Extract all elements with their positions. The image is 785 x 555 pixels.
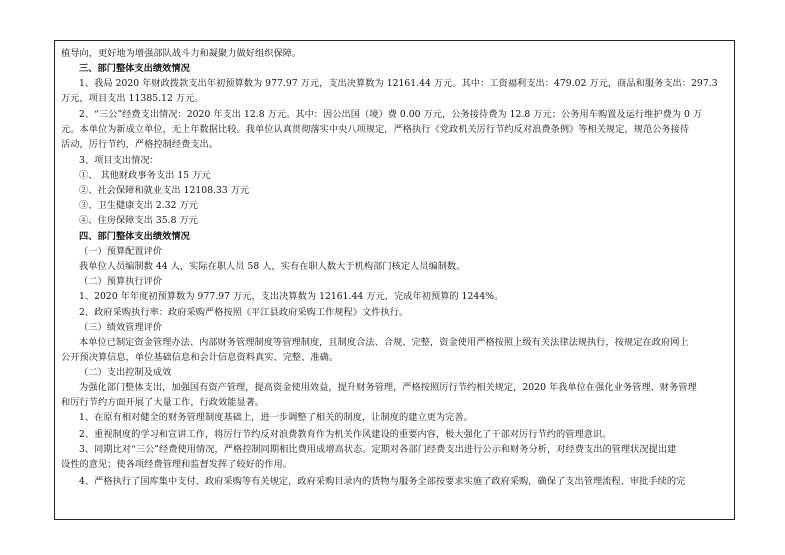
text-line: 万元，项目支出 11385.12 万元。 [61, 93, 204, 104]
text-line: 植导向，更好地为增强部队战斗力和凝聚力做好组织保障。 [61, 48, 302, 59]
text-line: 1、2020 年年度初预算数为 977.97 万元，支出决算数为 12161.44 万元，完成年初预算的 1244%。 [79, 291, 504, 302]
text-line: 2、政府采购执行率：政府采购严格按照《平江县政府采购工作规程》文件执行。 [79, 307, 409, 318]
text-line: 设性的意见；使各项经费管理和监督发挥了较好的作用。 [61, 459, 292, 470]
text-line: 3、项目支出情况： [79, 155, 159, 166]
text-line: 2、重视制度的学习和宣讲工作，将厉行节约反对浪费教育作为机关作风建设的重要内容，极大强化了干部对厉行节约的管理意识。 [79, 429, 612, 440]
section-heading: 四、部门整体支出绩效情况 [79, 231, 190, 242]
text-line: （二）支出控制及成效 [79, 367, 172, 378]
section-heading: 三、部门整体支出绩效情况 [79, 63, 190, 74]
text-line: 4、严格执行了国库集中支付、政府采购等有关规定，政府采购目录内的货物与服务全部按要求实施了政府采购，确保了支出管理流程、审批手续的完 [79, 476, 686, 487]
text-line: 1、我局 2020 年财政拨款支出年初预算数为 977.97 万元，支出决算数为 12161.44 万元。其中：工资福利支出：479.02 万元，商品和服务支出：297.3 [79, 78, 718, 89]
text-line: 本单位已制定资金管理办法、内部财务管理制度等管理制度，且制度合法、合规、完整，资金使用严格按照上级有关法律法规执行，按规定在政府网上 [79, 337, 689, 348]
text-line: （二）预算执行评价 [79, 276, 163, 287]
text-line: 和厉行节约方面开展了大量工作，行政效能显著。 [61, 397, 265, 408]
text-line: 2、“三公”经费支出情况：2020 年支出 12.8 万元。其中：因公出国（境）费 0.00 万元，公务接待费为 12.8 万元；公务用车购置及运行维护费为 0 万 [79, 109, 703, 120]
text-line: ①、 其他财政事务支出 15 万元 [79, 170, 211, 181]
text-line: （三）绩效管理评价 [79, 322, 163, 333]
document-table-cell [54, 40, 735, 520]
text-line: （一）预算配置评价 [79, 246, 163, 257]
text-line: 1、在原有相对健全的财务管理制度基础上，进一步调整了相关的制度，让制度的建立更为完善。 [79, 412, 473, 423]
text-line: 我单位人员编制数 44 人，实际在职人员 58 人，实有在职人数大于机构部门核定人员编制数。 [79, 261, 466, 272]
text-line: 公开预决算信息，单位基础信息和会计信息资料真实、完整、准确。 [61, 352, 339, 363]
text-line: 3、同期比对“三公”经费使用情况，严格控制同期相比费用成增高状态。定期对各部门经费支出进行公示和财务分析，对经费支出的管理状况提出建 [79, 444, 677, 455]
text-line: 元。本单位为新成立单位，无上年数据比较。我单位认真贯彻落实中央八项规定，严格执行《党政机关厉行节约反对浪费条例》等相关规定，规范公务接待 [61, 124, 690, 135]
text-line: ③、卫生健康支出 2.32 万元 [79, 200, 198, 211]
text-line: ④、住房保障支出 35.8 万元 [79, 215, 198, 226]
text-line: ②、社会保障和就业支出 12108.33 万元 [79, 185, 250, 196]
text-line: 活动，厉行节约，严格控制经费支出。 [61, 139, 219, 150]
text-line: 为强化部门整体支出，加强国有资产管理，提高资金使用效益，提升财务管理，严格按照厉行节约相关规定，2020 年我单位在强化业务管理、财务管理 [79, 382, 697, 393]
